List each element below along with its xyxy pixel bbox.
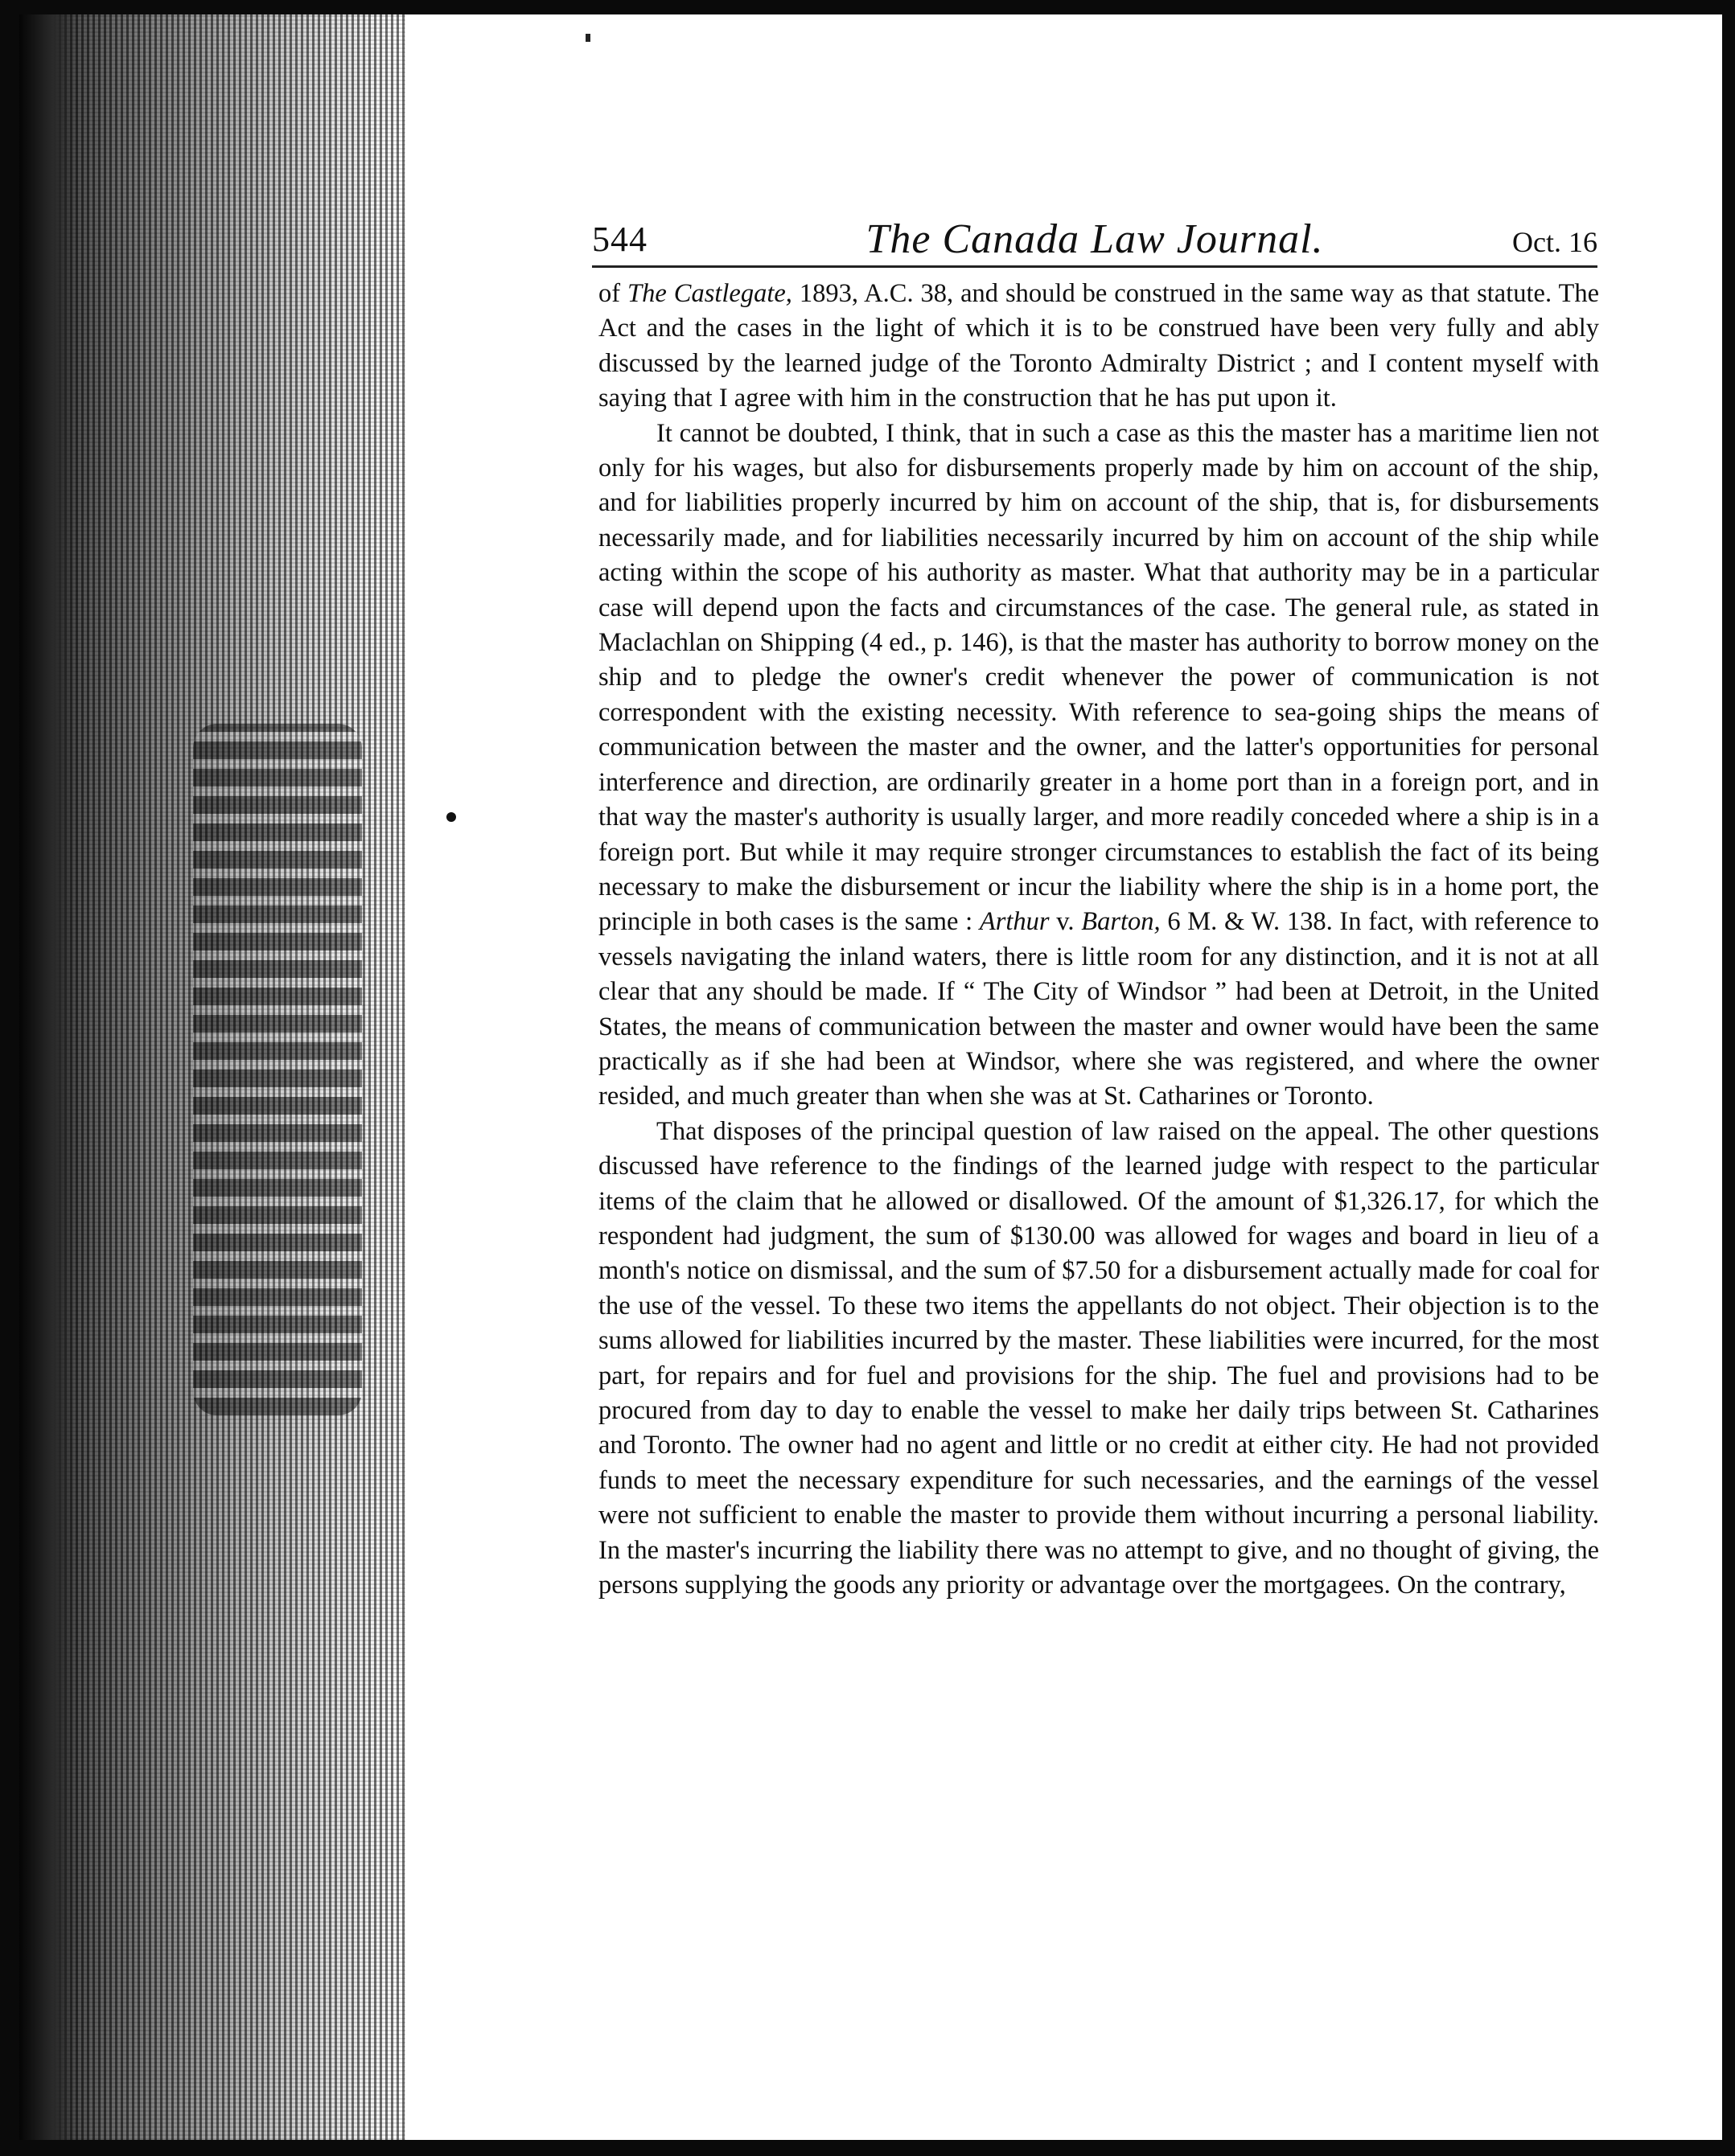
page-header <box>592 216 1597 264</box>
scan-border-bottom <box>0 2140 1735 2156</box>
paragraph <box>598 417 1599 1115</box>
text-run: That disposes of the principal question of law raised on the appeal. The other questions discussed have reference to the findings of the learned judge with respect to the particular items of the claim that he allowed or disallowed. Of the amount of $1,326.17, for which the respondent had judgment, the sum of $130.00 was allowed for wages and board in lieu of a month's notice on dismissal, and the sum of $7.50 for a disbursement actually made for coal for the use of the vessel. To these two items the appellants do not object. Their objection is to the sums allowed for liabilities incurred by the master. These liabilities were incurred, for the most part, for repairs and for fuel and provisions for the ship. The fuel and provisions had to be procured from day to day to enable the vessel to make her daily trips between St. Catharines and Toronto. The owner had no agent and little or no credit at either city. He had not provided funds to meet the necessary expenditure for such necessaries, and the earnings of the vessel were not sufficient to enable the master to provide them without incurring a personal liability. In the master's incurring the liability there was no attempt to give, and no thought of giving, the persons supplying the goods any priority or advantage over the mortgagees. On the contrary, <box>598 1116 1599 1600</box>
scan-border-top <box>0 0 1735 14</box>
case-party: Arthur <box>979 907 1050 937</box>
margin-dot-mark <box>446 812 456 822</box>
text-run: v. <box>1049 907 1082 937</box>
scan-border-left <box>0 0 19 2156</box>
binding-shadow <box>19 14 76 2140</box>
case-party: Barton, <box>1081 907 1161 937</box>
case-citation: The Castlegate, <box>627 279 792 308</box>
scan-tick-mark <box>586 34 590 42</box>
running-title: The Canada Law Journal. <box>865 216 1324 262</box>
page-number: 544 <box>592 220 648 259</box>
text-run: 1893, A.C. 38, and should be construed in the same way as that statute. The Act and the cases in the light of which it is to be construed have been very fully and ably discussed by the learned judge of the Toronto Admiralty District ; and I content myself with saying that I agree with him in the construction that he has put upon it. <box>598 279 1599 413</box>
paragraph <box>598 277 1599 417</box>
paragraph <box>598 1115 1599 1604</box>
body-text <box>598 277 1599 1603</box>
text-run: of <box>598 279 628 308</box>
header-rule <box>592 265 1597 268</box>
text-run: 6 M. & W. 138. In fact, with reference to vessels navigating the inland waters, there is little room for any distinction, and it is not at all clear that any should be made. If “ The City of Windsor ” had been at Detroit, in the United States, the means of communication between the master and owner would have been the same practically as if she had been at Windsor, where she was registered, and where the owner resided, and much greater than when she was at St. Catharines or Toronto. <box>598 907 1599 1111</box>
scan-border-right <box>1722 0 1735 2156</box>
text-run: It cannot be doubted, I think, that in such a case as this the master has a maritime lien not only for his wages, but also for disbursements properly made by him on account of the ship, and for liabilities properly incurred by him on account of the ship, that is, for disbursements necessarily made, and for liabilities necessarily incurred by him on account of the ship while acting within the scope of his authority as master. What that authority may be in a particular case will depend upon the facts and circumstances of the case. The general rule, as stated in Maclachlan on Shipping (4 ed., p. 146), is that the master has authority to borrow money on the ship and to pledge the owner's credit whenever the power of communication is not correspondent with the existing necessity. With reference to sea-going ships the means of communication between the master and the owner, and the latter's opportunities for personal interference and direction, are ordinarily greater in a home port than in a foreign port, and in that way the master's authority is usually larger, and more readily conceded where a ship is in a foreign port. But while it may require stronger circumstances to establish the fact of its being necessary to make the disbursement or incur the liability where the ship is in a home port, the principle in both cases is the same : <box>598 418 1599 937</box>
bleed-through-mark <box>193 724 362 1415</box>
running-date: Oct. 16 <box>1512 226 1597 258</box>
